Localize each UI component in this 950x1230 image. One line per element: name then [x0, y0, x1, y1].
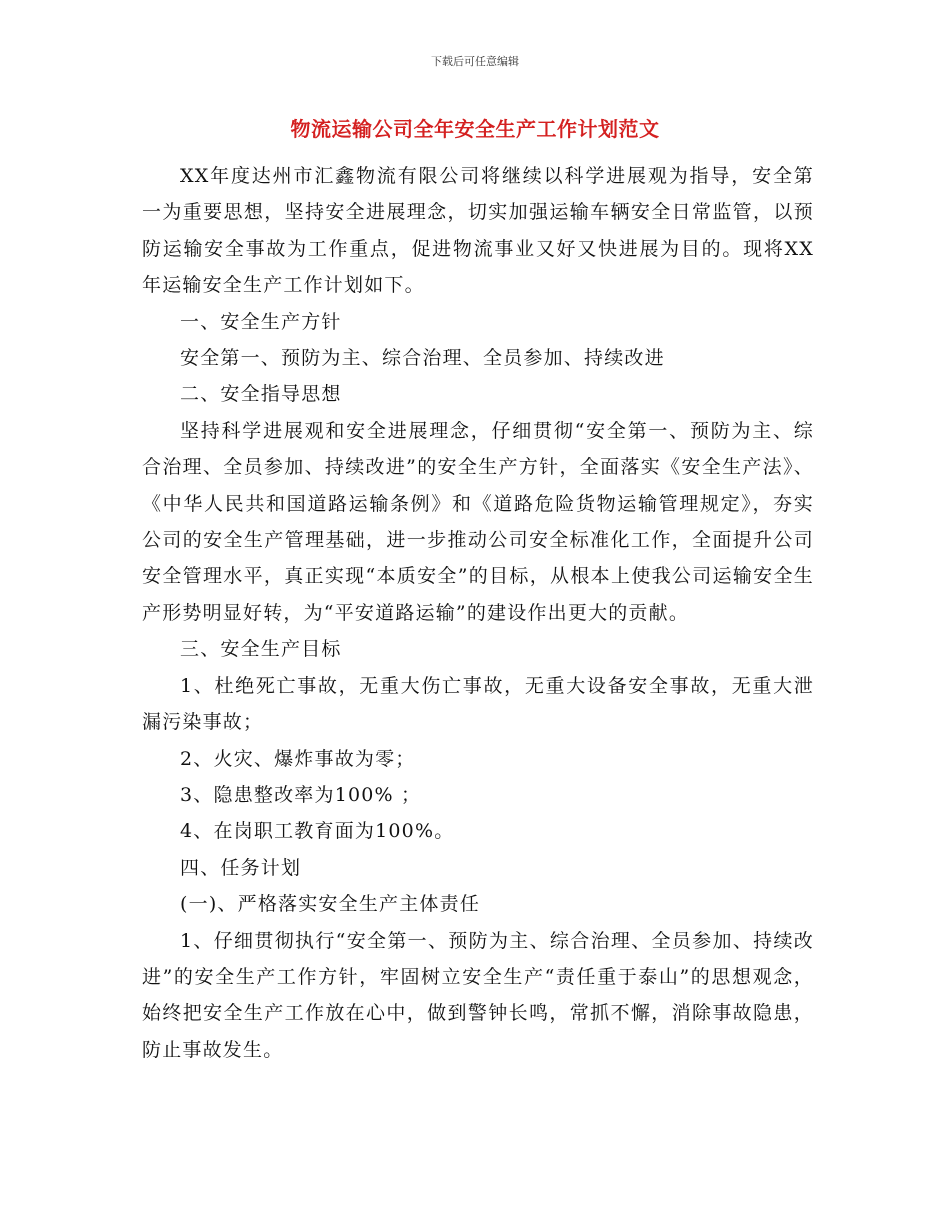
section-heading-policy: 一、安全生产方针: [180, 310, 342, 333]
goal-item-2: 2、火灾、爆炸事故为零；: [180, 747, 416, 770]
goal-item-3: 3、隐患整改率为100% ；: [180, 783, 422, 806]
section-heading-guiding-thought: 二、安全指导思想: [180, 383, 342, 406]
intro-paragraph: XX年度达州市汇鑫物流有限公司将继续以科学进展观为指导，安全第一为重要思想，坚持安全进展理念，切实加强运输车辆安全日常监管，以预防运输安全事故为工作重点，促进物流事业又好又快进展为目的。现将XX年运输安全生产工作计划如下。: [142, 165, 814, 297]
section-heading-goals: 三、安全生产目标: [180, 638, 342, 661]
goal-item-4: 4、在岗职工教育面为100%。: [180, 820, 455, 843]
document-body: [142, 158, 814, 1068]
document-title: 物流运输公司全年安全生产工作计划范文: [290, 117, 660, 141]
subsection-heading-responsibility: (一)、严格落实安全生产主体责任: [180, 893, 481, 916]
section-heading-task-plan: 四、任务计划: [180, 856, 302, 879]
guiding-thought-paragraph: 坚持科学进展观和安全进展理念，仔细贯彻“安全第一、预防为主、综合治理、全员参加、持续改进”的安全生产方针，全面落实《安全生产法》、《中华人民共和国道路运输条例》和《道路危险货物运输管理规定》，夯实公司的安全生产管理基础，进一步推动公司安全标准化工作，全面提升公司安全管理水平，真正实现“本质安全”的目标，从根本上使我公司运输安全生产形势明显好转，为“平安道路运输”的建设作出更大的贡献。: [142, 419, 814, 624]
download-note: 下载后可任意编辑: [431, 55, 519, 68]
policy-text: 安全第一、预防为主、综合治理、全员参加、持续改进: [180, 347, 665, 370]
goal-item-1: 1、杜绝死亡事故，无重大伤亡事故，无重大设备安全事故，无重大泄漏污染事故；: [142, 674, 814, 734]
task-item-1: 1、仔细贯彻执行“安全第一、预防为主、综合治理、全员参加、持续改进”的安全生产工作方针，牢固树立安全生产“责任重于泰山”的思想观念，始终把安全生产工作放在心中，做到警钟长鸣，常抓不懈，消除事故隐患，防止事故发生。: [142, 929, 814, 1061]
